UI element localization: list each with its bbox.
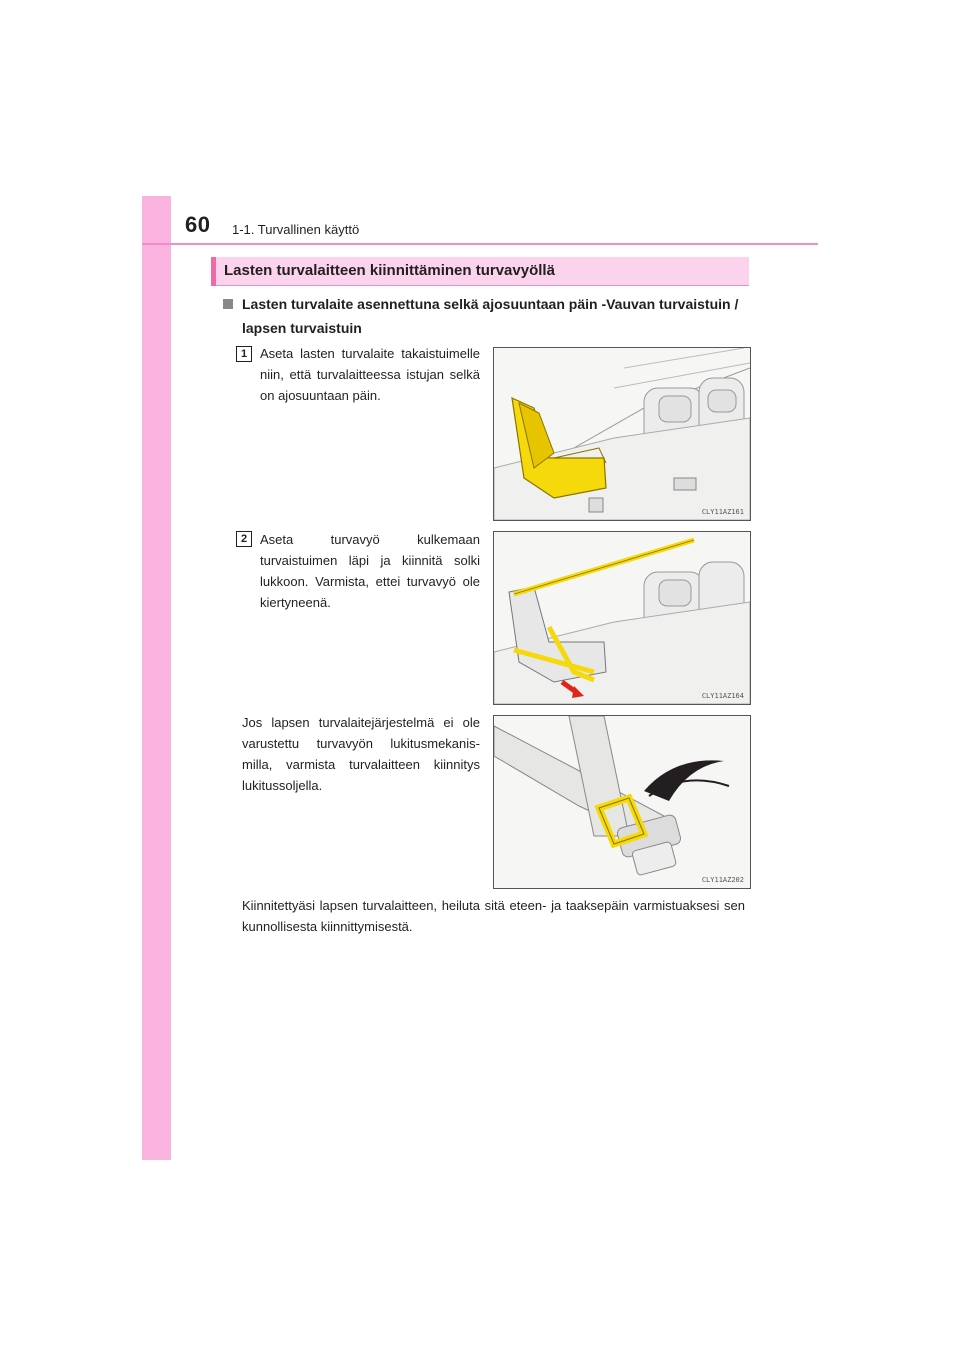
section-accent-bar (211, 257, 216, 286)
figure-code: CLY11AZ202 (701, 876, 744, 884)
step-2-badge: 2 (236, 531, 252, 547)
section-heading-box (211, 257, 749, 286)
figure-code: CLY11AZ161 (701, 508, 744, 516)
step-2-text: Aseta turvavyö kulkemaan turvaistuimen läpi ja kiinnitä solki lukkoon. Varmista, ettei turvavyö ole kiertyneenä. (260, 532, 480, 610)
square-bullet-icon (223, 299, 233, 309)
figure-code: CLY11AZ164 (701, 692, 744, 700)
locking-clip-note: Jos lapsen turvalaitejärjestelmä ei ole varustettu turvavyön lukitusmekanis-milla, varmista turvalaitteen kiinnitys lukitussoljella. (242, 715, 480, 793)
step-1-badge: 1 (236, 346, 252, 362)
rear-seat-yellow-child-seat-illustration (494, 348, 750, 520)
running-header: 1-1. Turvallinen käyttö (232, 222, 360, 237)
header-rule (142, 243, 818, 245)
figure-locking-clip (493, 715, 751, 889)
figure-child-seat-placement (493, 347, 751, 521)
locking-clip-illustration (494, 716, 750, 888)
figure-belt-routing (493, 531, 751, 705)
page-number: 60 (185, 212, 211, 237)
seat-belt-routing-illustration (494, 532, 750, 704)
section-title: Lasten turvalaitteen kiinnittäminen turvavyöllä (224, 262, 555, 279)
closing-paragraph: Kiinnitettyäsi lapsen turvalaitteen, heiluta sitä eteen- ja taaksepäin varmistuaksesi sen kunnollisesta kiinnittymisestä. (242, 898, 745, 934)
step-1-text: Aseta lasten turvalaite takaistuimelle niin, että turvalaitteessa istujan selkä on ajosuuntaan päin. (260, 346, 480, 403)
subsection-heading: Lasten turvalaite asennettuna selkä ajosuuntaan päin -Vauvan turvaistuin / lapsen turvaistuin (242, 296, 739, 336)
pink-side-tab (142, 196, 171, 1160)
